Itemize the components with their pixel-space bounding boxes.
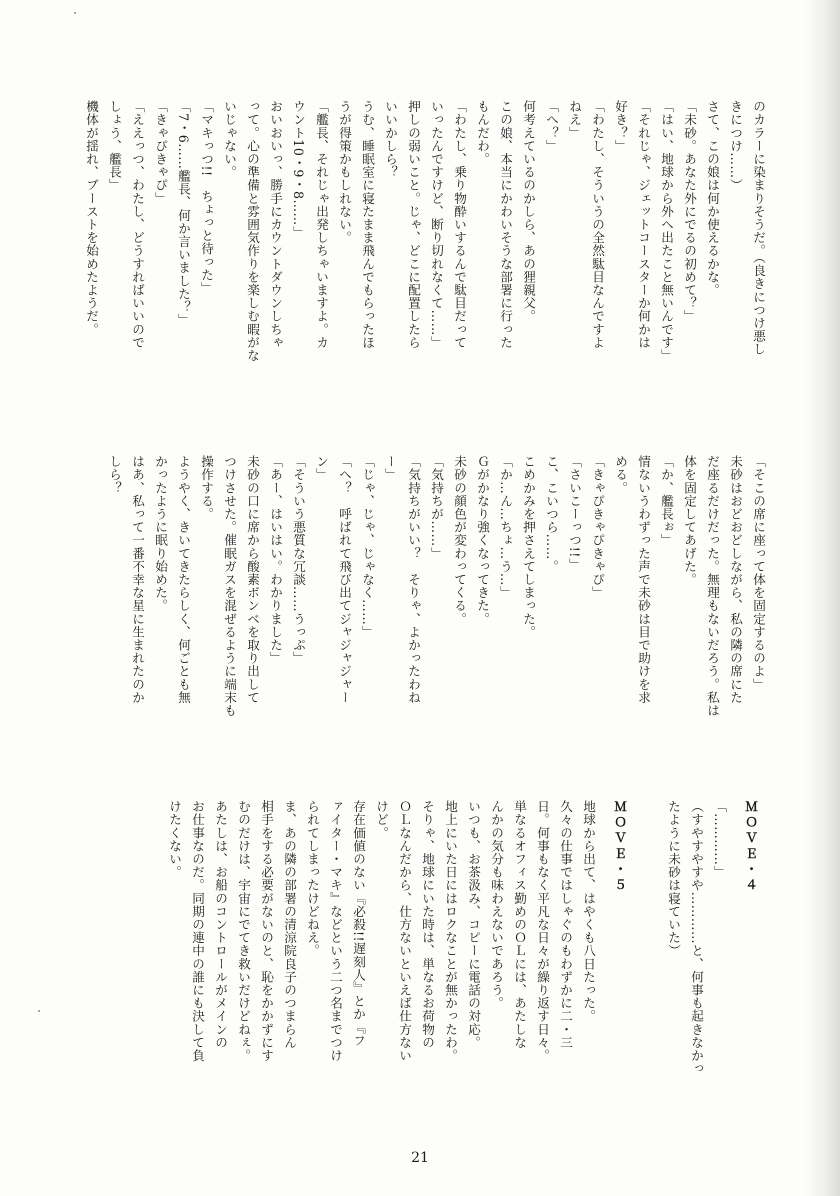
text-line: しら？ (107, 455, 122, 495)
text-line: こめかみを押さえてしまった。 (521, 455, 536, 639)
text-line: はあ、私って一番不幸な星に生まれたのか (130, 455, 145, 704)
page-binding-shadow (804, 0, 840, 1196)
text-line: しょう、艦長」 (107, 100, 122, 192)
text-line: 機体が揺れ、ブーストを始めたようだ。 (84, 100, 99, 336)
text-line: 「へ？」 (544, 100, 559, 153)
text-line: この娘、本当にかわいそうな部署に行った (498, 100, 513, 349)
text-line: 単なるオフィス勤めのＯＬには、あたしな (512, 800, 527, 1049)
text-line: 地上にいた日にはロクなことが無かったわ。 (443, 800, 458, 1062)
text-line: かったように眠り始めた。 (153, 455, 168, 613)
text-line: 「…………」 (712, 800, 727, 879)
text-line: 「か…ん…ちょ…う…」 (498, 455, 513, 600)
text-line: 「か、艦長ぉ」 (659, 455, 674, 547)
text-line: 「そういう悪質な冗談……うっぷ」 (291, 455, 306, 665)
text-line: 未砂はおどおどしながら、私の隣の席にた (728, 455, 743, 704)
text-line: きにつけ……） (728, 100, 743, 192)
section-heading-move4: ＭＯＶＥ・４ (743, 800, 758, 894)
text-line: 「じゃ、じゃ、じゃなく……」 (360, 455, 375, 639)
text-line: ねえ」 (567, 100, 582, 140)
text-line: 「気持ちがいい？ そりゃ、よかったわね (406, 455, 421, 704)
text-line: いじゃない。 (222, 100, 237, 179)
text-line: 久々の仕事ではしゃぐのもわずかに二・三 (558, 800, 573, 1049)
text-line: 「マキっつ!! ちょっと待った」 (199, 100, 214, 295)
text-line: （すやすやすや…………と、何事も起きなかっ (689, 800, 704, 1076)
text-line: 「艦長、それじゃ出発しちゃいますよ。カ (314, 100, 329, 349)
text-line: 「それじゃ、ジェットコースターか何かは (636, 100, 651, 349)
text-line: いったんですけど、断り切れなくて……」 (429, 100, 444, 349)
text-line: 押しの弱いこと。じゃ、どこに配置したら (406, 100, 421, 349)
text-line: られてしまったけどねえ。 (305, 800, 320, 958)
text-line: 地球から出て、はやくも八日たった。 (581, 800, 596, 1023)
text-line: 相手をする必要がないのと、恥をかかずにす (259, 800, 274, 1062)
text-line: 「きゃぴきゃぴ」 (153, 100, 168, 205)
text-line: ウント10・9・8……」 (291, 100, 306, 239)
text-line: 操作する。 (199, 455, 214, 521)
text-line: ン」 (314, 455, 329, 482)
text-line: 「7・6……艦長、何か言いました？」 (176, 100, 191, 327)
text-line: 「へ？ 呼ばれて飛び出てジャジャジャー (337, 455, 352, 704)
text-line: むのだけは、宇宙にでてき救いだけどねぇ。 (236, 800, 251, 1062)
text-line: 「わたし、そういうの全然駄目なんですよ (590, 100, 605, 349)
text-line: うが得策かもしれない。 (337, 100, 352, 245)
text-line: 「はい、地球から外へ出たこと無いんです」 (659, 100, 674, 362)
text-line: 体を固定してあげた。 (682, 455, 697, 586)
text-line: 「そこの席に座って体を固定するのよ」 (751, 455, 766, 691)
text-line: けど。 (374, 800, 389, 840)
text-line: って。心の準備と雰囲気作りを楽しむ暇がな (245, 100, 260, 362)
text-line: Ｇがかなり強くなってきた。 (475, 455, 490, 626)
text-line: たように未砂は寝ていた） (666, 800, 681, 958)
text-line: もんだわ。 (475, 100, 490, 166)
text-line: 情ないうわずった声で未砂は目で助けを求 (636, 455, 651, 704)
text-line: 「わたし、乗り物酔いするんで駄目だって (452, 100, 467, 349)
paper-speck (38, 1010, 40, 1012)
text-line: いつも、お茶汲み、コピーに電話の対応。 (466, 800, 481, 1049)
text-line: ー」 (383, 455, 398, 482)
spacer (639, 800, 662, 1130)
text-tier-top (80, 100, 770, 445)
text-line: あたしは、お船のコントロールがメインの (213, 800, 228, 1049)
text-line: いいかしら？ (383, 100, 398, 179)
text-line: 「さいこーっつ!!」 (567, 455, 582, 571)
text-line: 「ええっつ、わたし、どうすればいいので (130, 100, 145, 349)
page-number: 21 (411, 1150, 429, 1166)
text-line: だ座るだけだった。無理もないだろう。私は (705, 455, 720, 717)
text-line: ようやく、きいてきたらしく、何ごとも無 (176, 455, 191, 704)
text-line: 「あー、はいはい。わかりました」 (268, 455, 283, 665)
text-line: おいおいっ、勝手にカウントダウンしちゃ (268, 100, 283, 349)
text-line: 「未砂。あなた外にでるの初めて？」 (682, 100, 697, 323)
text-line: 「気持ちが……」 (429, 455, 444, 560)
text-line: ァイター・マキ』などという二つ名までつけ (328, 800, 343, 1062)
section-heading-move5: ＭＯＶＥ・５ (612, 800, 627, 894)
text-line: ＯＬなんだから、仕方ないといえば仕方ない (397, 800, 412, 1062)
text-line: 存在価値のない『必殺!!遅刻人』とか『フ (351, 800, 366, 1047)
paper-speck (74, 12, 76, 14)
text-line: める。 (613, 455, 628, 495)
text-line: 日。何事もなく平凡な日々が繰り返す日々。 (535, 800, 550, 1062)
text-tier-bottom (80, 800, 770, 1130)
text-line: こ、こいつら……。 (544, 455, 559, 573)
text-line: お仕事なのだ。同期の連中の誰にも決して負 (190, 800, 205, 1062)
text-line: んかの気分も味わえないであろう。 (489, 800, 504, 1010)
text-line: 好き？」 (613, 100, 628, 153)
text-line: 未砂の顔色が変わってくる。 (452, 455, 467, 626)
text-line: のカラーに染まりそうだ。（良きにつけ悪し (751, 100, 766, 356)
text-line: さて、この娘は何か使えるかな。 (705, 100, 720, 297)
text-line: ま、あの隣の部署の清涼院良子のつまらん (282, 800, 297, 1049)
text-line: 何考えているのかしら、あの狸親父。 (521, 100, 536, 323)
text-line: 未砂の口に席から酸素ボンベを取り出して (245, 455, 260, 704)
text-line: つけさせた。催眠ガスを混ぜるように端末も (222, 455, 237, 717)
text-line: 「きゃぴきゃぴきゃぴ」 (590, 455, 605, 600)
text-tier-middle (80, 455, 770, 790)
text-line: うむ、睡眠室に寝たまま飛んでもらったほ (360, 100, 375, 349)
text-line: けたくない。 (167, 800, 182, 879)
text-line: そりゃ、地球にいた時は、単なるお荷物の (420, 800, 435, 1049)
